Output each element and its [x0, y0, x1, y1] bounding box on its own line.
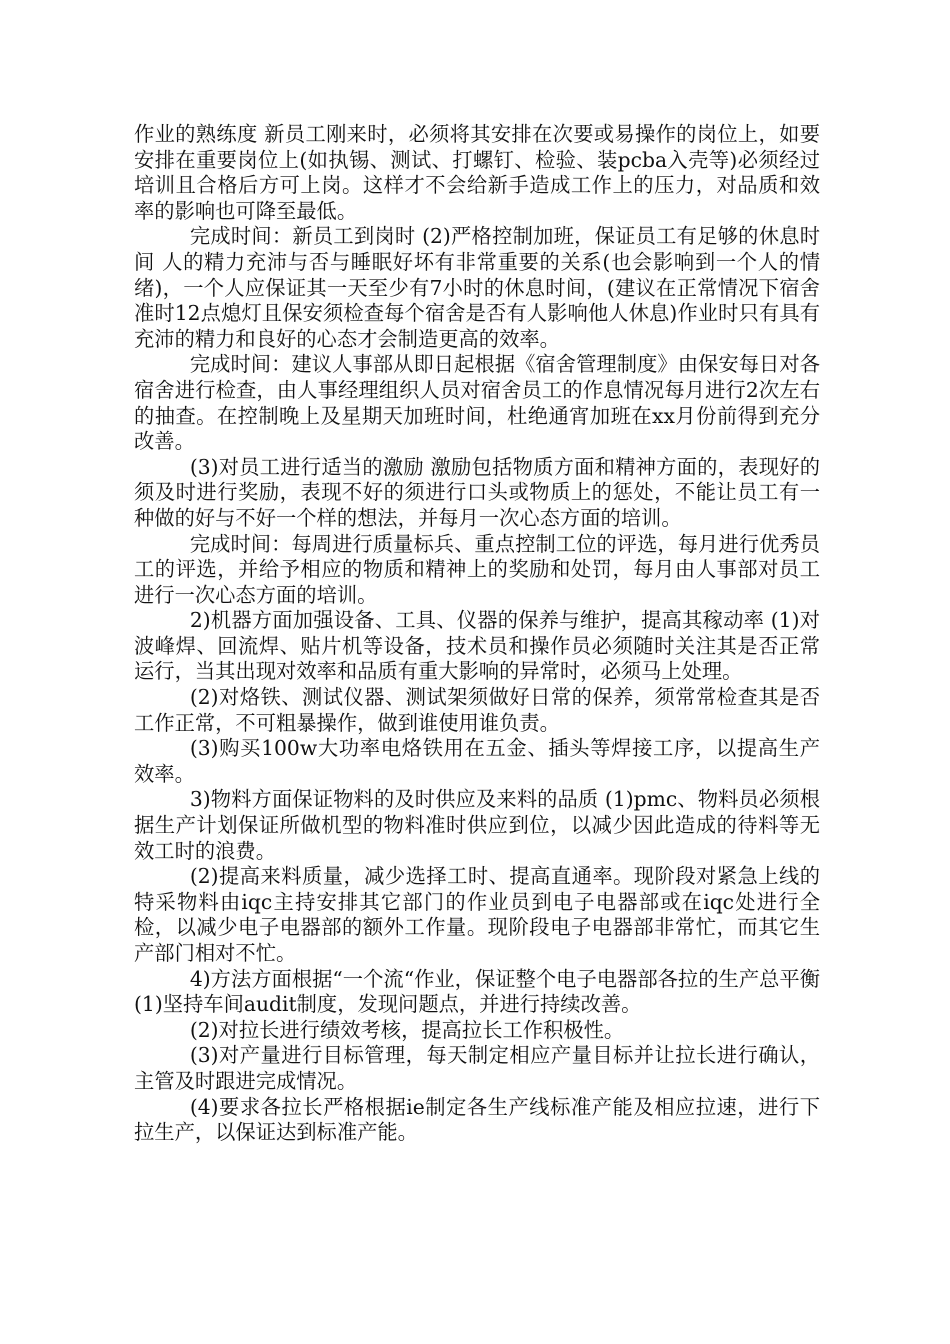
- document-body: [134, 122, 820, 1146]
- paragraph-3: 完成时间：建议人事部从即日起根据《宿舍管理制度》由保安每日对各宿舍进行检查，由人事经理组织人员对宿舍员工的作息情况每月进行2次左右的抽查。在控制晚上及星期天加班时间，杜绝通宵加班在xx月份前得到充分改善。: [134, 352, 820, 454]
- paragraph-14: (4)要求各拉长严格根据ie制定各生产线标准产能及相应拉速，进行下拉生产，以保证达到标准产能。: [134, 1094, 820, 1145]
- paragraph-5: 完成时间：每周进行质量标兵、重点控制工位的评选，每月进行优秀员工的评选，并给予相应的物质和精神上的奖励和处罚，每月由人事部对员工进行一次心态方面的培训。: [134, 531, 820, 607]
- paragraph-6: 2)机器方面加强设备、工具、仪器的保养与维护，提高其稼动率 (1)对波峰焊、回流焊、贴片机等设备，技术员和操作员必须随时关注其是否正常运行，当其出现对效率和品质有重大影响的异常时，必须马上处理。: [134, 608, 820, 684]
- paragraph-7: (2)对烙铁、测试仪器、测试架须做好日常的保养，须常常检查其是否工作正常，不可粗暴操作，做到谁使用谁负责。: [134, 685, 820, 735]
- paragraph-10: (2)提高来料质量，减少选择工时、提高直通率。现阶段对紧急上线的特采物料由iqc主持安排其它部门的作业员到电子电器部或在iqc处进行全检，以减少电子电器部的额外工作量。现阶段电子电器部非常忙，而其它生产部门相对不忙。: [134, 864, 820, 965]
- paragraph-2: 完成时间：新员工到岗时 (2)严格控制加班，保证员工有足够的休息时间 人的精力充沛与否与睡眠好坏有非常重要的关系(也会影响到一个人的情绪)，一个人应保证其一天至少有7小时的休息时间，(建议在正常情况下宿舍准时12点熄灯且保安须检查每个宿舍是否有人影响他人休息)作业时只有具有充沛的精力和良好的心态才会制造更高的效率。: [134, 224, 820, 351]
- paragraph-4: (3)对员工进行适当的激励 激励包括物质方面和精神方面的，表现好的须及时进行奖励，表现不好的须进行口头或物质上的惩处，不能让员工有一种做的好与不好一个样的想法，并每月一次心态方面的培训。: [134, 454, 820, 530]
- paragraph-8: (3)购买100w大功率电烙铁用在五金、插头等焊接工序，以提高生产效率。: [134, 736, 820, 786]
- paragraph-13: (3)对产量进行目标管理，每天制定相应产量目标并让拉长进行确认，主管及时跟进完成情况。: [134, 1043, 820, 1093]
- paragraph-11: 4)方法方面根据“一个流“作业，保证整个电子电器部各拉的生产总平衡 (1)坚持车间audit制度，发现问题点，并进行持续改善。: [134, 966, 820, 1017]
- paragraph-1: 作业的熟练度 新员工刚来时，必须将其安排在次要或易操作的岗位上，如要安排在重要岗位上(如执锡、测试、打螺钉、检验、装pcba入壳等)必须经过培训且合格后方可上岗。这样才不会给新手造成工作上的压力，对品质和效率的影响也可降至最低。: [134, 122, 820, 223]
- paragraph-12: (2)对拉长进行绩效考核，提高拉长工作积极性。: [189, 1017, 625, 1042]
- paragraph-9: 3)物料方面保证物料的及时供应及来料的品质 (1)pmc、物料员必须根据生产计划保证所做机型的物料准时供应到位，以减少因此造成的待料等无效工时的浪费。: [134, 787, 820, 863]
